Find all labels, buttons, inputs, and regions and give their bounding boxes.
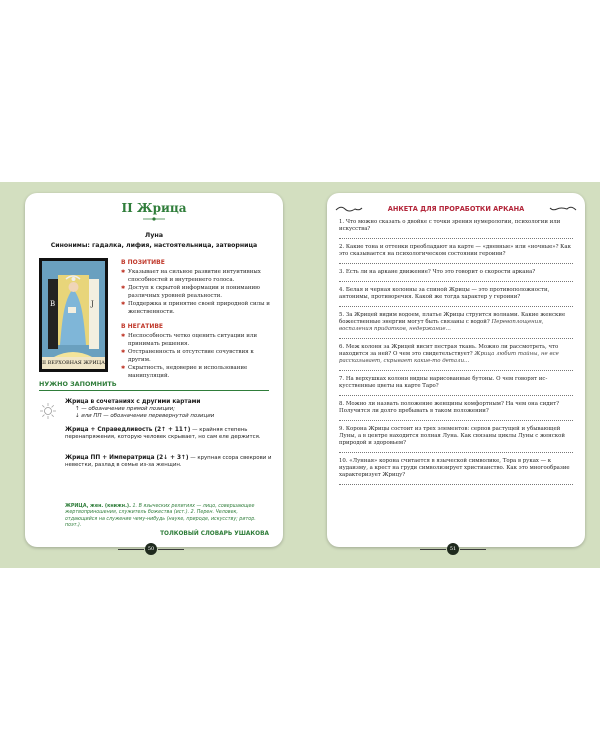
positive-list: [121, 269, 273, 318]
sample-answer: Перевоплощения, воспаления придатков, недержание…: [339, 319, 544, 332]
remember-heading: НУЖНО ЗАПОМНИТЬ: [39, 380, 117, 388]
swirl-ornament-icon: [549, 205, 577, 213]
combo-1: [65, 427, 275, 441]
dictionary-word: ЖРИЦА, жен. (книжн.).: [65, 504, 131, 509]
combo-2-title: Жрица ПП + Императрица (2↓ + 3↑): [65, 455, 189, 461]
question-item: 5. За Жрицей видим водоем, платье Жрицы струится волнами. Какие женские божественные энергии могут быть связаны с водой? Перевоплощения, воспаления придатков, недержание…: [339, 312, 573, 339]
left-page: [25, 193, 283, 547]
svg-text:J: J: [91, 300, 94, 308]
dictionary-definition: 1. В языческих религиях — лицо, совершающее жертвоприношения, служитель божества (ист.). 2. Перен. Человек, отдающийся на служение чему-нибудь (науке, природе, искусству; ритор. поэт.).: [65, 504, 256, 529]
question-item: 3. Есть ли на аркане движение? Что это говорит о скорости аркана?: [339, 269, 573, 282]
arcana-title: II Жрица: [121, 201, 187, 215]
combos-title: Жрица в сочетаниях с другими картами: [65, 399, 201, 405]
positive-item: ✱ Указывает на сильное развитие интуитивных способностей и внутреннего голоса.: [121, 269, 273, 284]
tarot-card-image: [39, 258, 108, 372]
questionnaire-heading: АНКЕТА ДЛЯ ПРОРАБОТКИ АРКАНА: [387, 205, 525, 213]
page-number-right: 51: [447, 543, 459, 555]
page-number-rule: [158, 549, 184, 550]
negative-item: ✱ Скрытность, недоверие и использование манипуляций.: [121, 365, 273, 380]
legend-reversed: ↓ или ПП — обозначение перевернутой позиции: [75, 413, 215, 419]
right-page: [327, 193, 585, 547]
question-list: [339, 219, 573, 490]
svg-text:B: B: [50, 300, 56, 308]
positive-item: ✱ Доступ к скрытой информации и пониманию различных уровней реальности.: [121, 285, 273, 300]
question-item: 7. На верхушках колонн видны нарисованные бутоны. О чем говорят искусственные цветы на карте Таро?: [339, 376, 573, 396]
question-item: 8. Можно ли назвать положение женщины комфортным? На чем она сидит? Получится ли долго пребывать в таком положении?: [339, 401, 573, 421]
remember-divider: [39, 390, 269, 391]
page-number-rule: [420, 549, 446, 550]
page-number-left: 50: [145, 543, 157, 555]
negative-heading: В НЕГАТИВЕ: [121, 323, 164, 330]
sample-answer: Жрица любит тайны, не все рассказывает, скрывает какие-то детали…: [339, 351, 559, 364]
page-number-rule: [460, 549, 486, 550]
question-item: 6. Меж колонн за Жрицей висит пестрая ткань. Можно ли рассмотреть, что находится за ней? О чем это свидетельствует? Жрица любит тайны, не все рассказывает, скрывает какие-то детали…: [339, 344, 573, 371]
combo-1-text: — крайняя степень перенапряжения, которую человек скрывает, но сам еле держится.: [65, 427, 261, 440]
title-ornament-icon: [143, 217, 165, 221]
combo-1-title: Жрица + Справедливость (2↑ + 11↑): [65, 427, 191, 433]
negative-list: [121, 333, 273, 382]
question-item: 9. Корона Жрицы состоит из трех элементов: серпов растущей и убывающей Луны, а в центре находится полная Луна. Как связаны циклы Луны с женской природой и здоровьем?: [339, 426, 573, 453]
question-item: 2. Какие тона и оттенки преобладают на карте — «дневные» или «ночные»? Как это сказывается на психологическом состоянии героини?: [339, 244, 573, 264]
card-caption: II ВЕРХОВНАЯ ЖРИЦА: [42, 357, 105, 369]
dictionary-source: ТОЛКОВЫЙ СЛОВАРЬ УШАКОВА: [160, 531, 269, 537]
negative-item: ✱ Неспособность четко оценить ситуации или принимать решения.: [121, 333, 273, 348]
high-priestess-illustration: [42, 261, 105, 369]
positive-heading: В ПОЗИТИВЕ: [121, 259, 165, 266]
question-item: 10. «Лунная» корона считается в языческой символике, Тора в руках — к иудаизму, а крест на груди символизирует христианство. Как это многообразие характеризует Жрицу?: [339, 458, 573, 485]
combo-2-text: — крупная ссора свекрови и невестки, разлад в семье из-за женщин.: [65, 455, 272, 468]
question-item: 4. Белая и черная колонны за спиной Жрицы — это противоположности, антонимы, противоречия. Какой же тогда характер у героини?: [339, 287, 573, 307]
sun-icon: [39, 402, 57, 420]
positive-item: ✱ Поддержка и принятие своей природной силы и женственности.: [121, 301, 273, 316]
question-item: 1. Что можно сказать о двойке с точки зрения нумерологии, психологии или искусства?: [339, 219, 573, 239]
planet-subtitle: Луна: [144, 231, 164, 239]
legend-upright: ↑ — обозначение прямой позиции;: [75, 406, 175, 412]
combos-block: [65, 399, 275, 420]
negative-item: ✱ Отстраненность и отсутствие сочувствия к другим.: [121, 349, 273, 364]
dictionary-entry: [65, 504, 270, 530]
combo-2: [65, 455, 275, 469]
page-number-rule: [118, 549, 144, 550]
synonyms-line: Синонимы: гадалка, лифия, настоятельница, затворница: [50, 242, 258, 249]
